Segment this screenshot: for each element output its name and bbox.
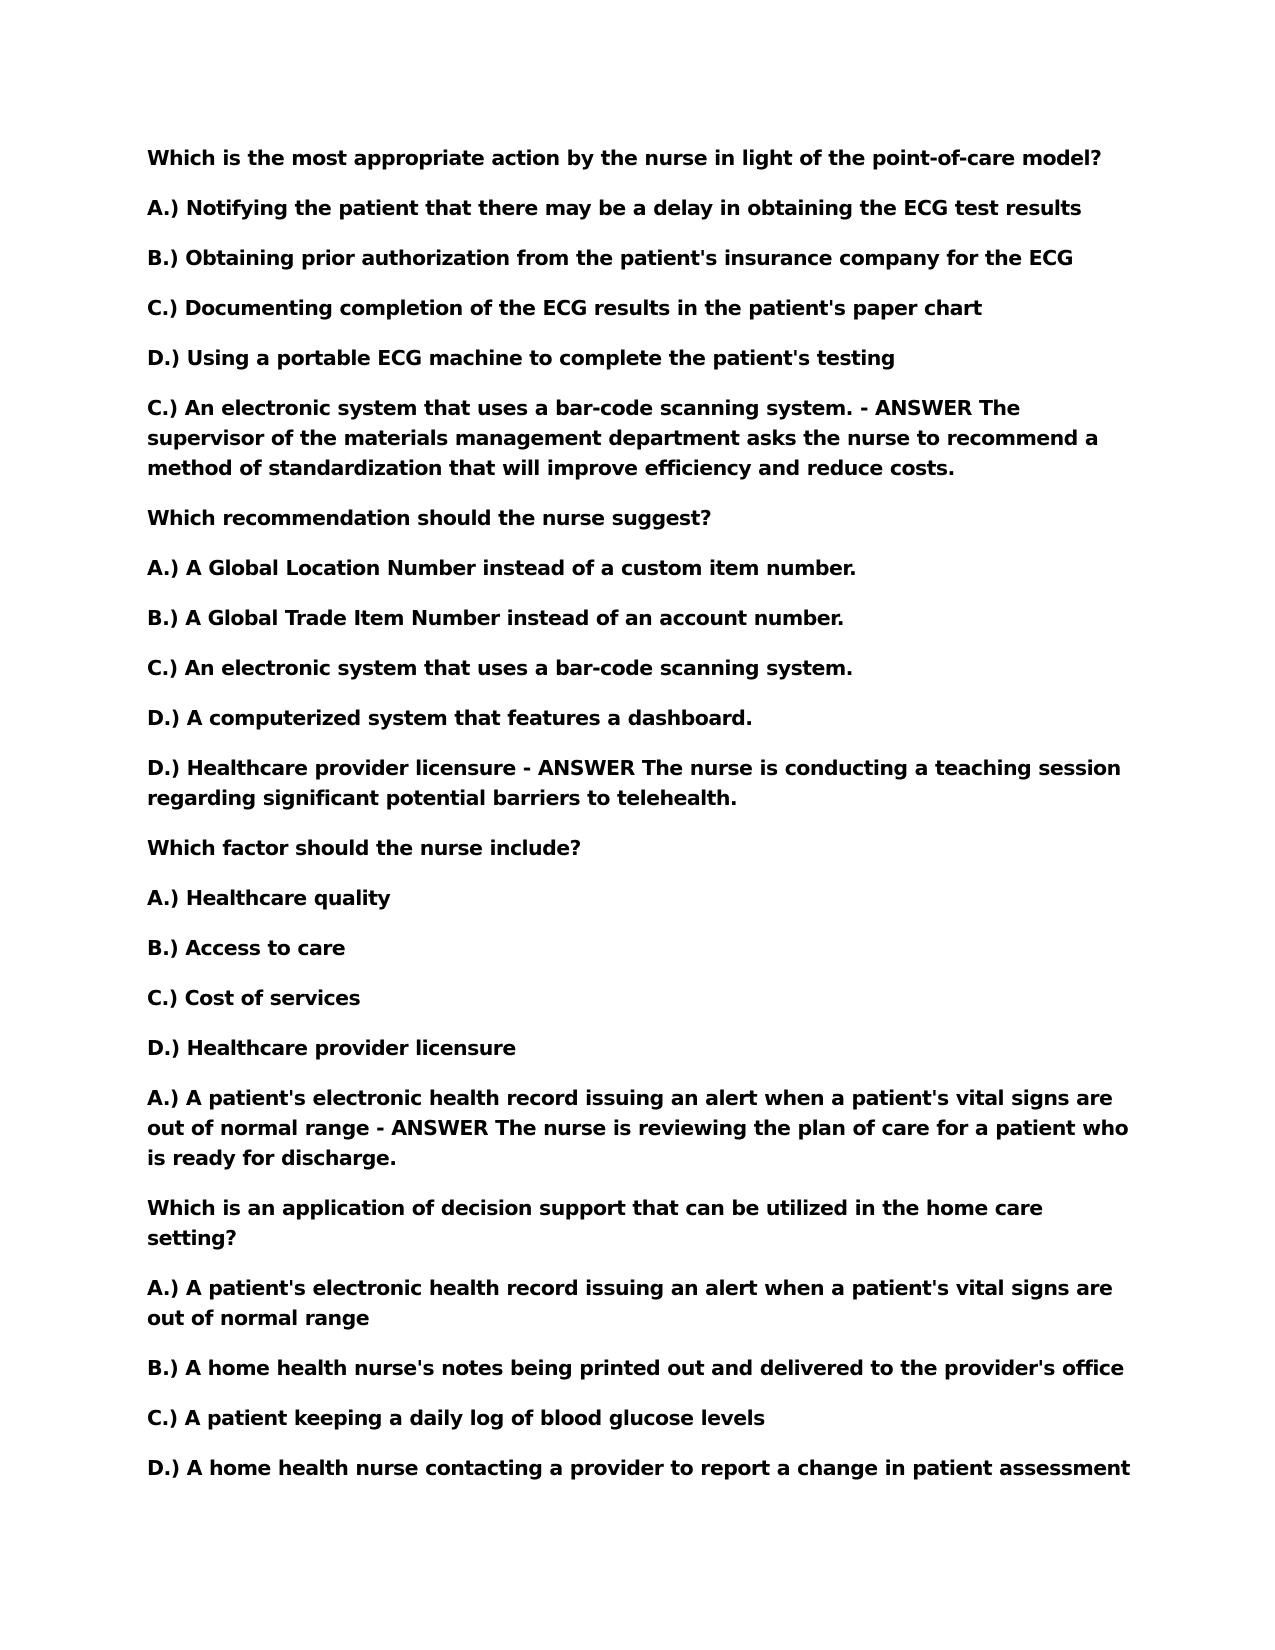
answer-and-scenario: A.) A patient's electronic health record issuing an alert when a patient's vital signs are out of normal range - ANSWER The nurse is reviewing the plan of care for a patient who is ready for discharge. (147, 1086, 1129, 1170)
answer-option: D.) Healthcare provider licensure (147, 1036, 516, 1060)
answer-and-scenario: D.) Healthcare provider licensure - ANSWER The nurse is conducting a teaching session regarding significant potential barriers to telehealth. (147, 756, 1121, 810)
answer-option: D.) Using a portable ECG machine to complete the patient's testing (147, 346, 895, 370)
answer-option: B.) Obtaining prior authorization from the patient's insurance company for the ECG (147, 246, 1073, 270)
question-stem: Which factor should the nurse include? (147, 836, 581, 860)
answer-and-scenario: C.) An electronic system that uses a bar-code scanning system. - ANSWER The supervisor of the materials management department asks the nurse to recommend a method of standardization that will improve efficiency and reduce costs. (147, 396, 1099, 480)
answer-option: B.) A home health nurse's notes being printed out and delivered to the provider's office (147, 1356, 1124, 1380)
answer-option: B.) Access to care (147, 936, 346, 960)
answer-option: C.) An electronic system that uses a bar-code scanning system. (147, 656, 853, 680)
question-stem: Which recommendation should the nurse suggest? (147, 506, 712, 530)
answer-option: B.) A Global Trade Item Number instead of an account number. (147, 606, 845, 630)
answer-option: A.) A Global Location Number instead of a custom item number. (147, 556, 857, 580)
answer-option: C.) Documenting completion of the ECG results in the patient's paper chart (147, 296, 982, 320)
answer-option: C.) Cost of services (147, 986, 361, 1010)
answer-option: A.) A patient's electronic health record issuing an alert when a patient's vital signs are out of normal range (147, 1276, 1113, 1330)
question-stem: Which is an application of decision support that can be utilized in the home care setting? (147, 1196, 1043, 1250)
answer-option: A.) Notifying the patient that there may be a delay in obtaining the ECG test results (147, 196, 1082, 220)
answer-option: C.) A patient keeping a daily log of blood glucose levels (147, 1406, 765, 1430)
document-body (147, 143, 1137, 1503)
answer-option: D.) A computerized system that features a dashboard. (147, 706, 753, 730)
answer-option: D.) A home health nurse contacting a provider to report a change in patient assessment (147, 1456, 1130, 1480)
question-stem: Which is the most appropriate action by the nurse in light of the point-of-care model? (147, 146, 1102, 170)
answer-option: A.) Healthcare quality (147, 886, 391, 910)
